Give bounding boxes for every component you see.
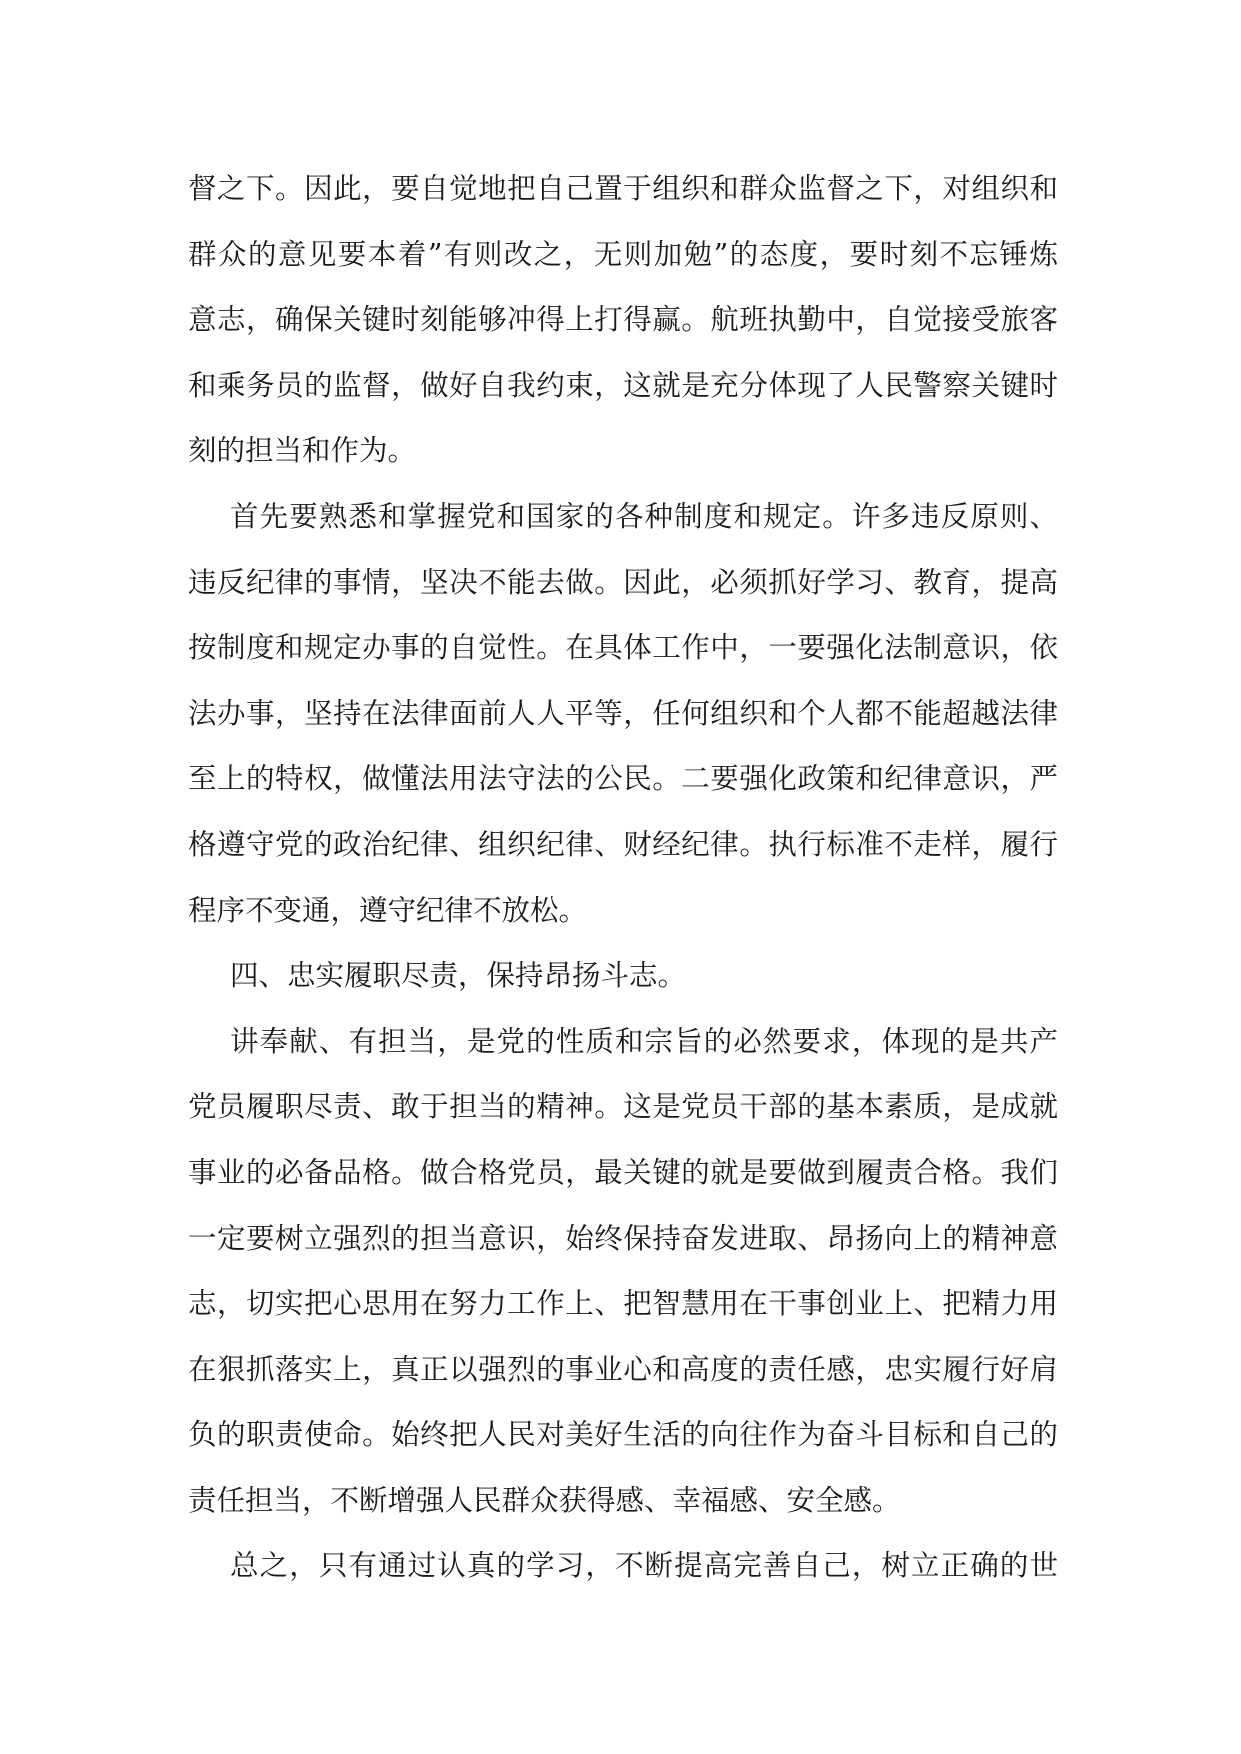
text-line: 一定要树立强烈的担当意识，始终保持奋发进取、昂扬向上的精神意 bbox=[188, 1221, 1058, 1255]
text-line: 在狠抓落实上，真正以强烈的事业心和高度的责任感，忠实履行好肩 bbox=[188, 1352, 1058, 1386]
text-line: 志，切实把心思用在努力工作上、把智慧用在干事创业上、把精力用 bbox=[188, 1287, 1058, 1321]
text-line: 事业的必备品格。做合格党员，最关键的就是要做到履责合格。我们 bbox=[188, 1155, 1058, 1189]
text-line: 违反纪律的事情，坚决不能去做。因此，必须抓好学习、教育，提高 bbox=[188, 565, 1058, 599]
text-line: 总之，只有通过认真的学习，不断提高完善自己，树立正确的世 bbox=[230, 1549, 1058, 1583]
text-line: 程序不变通，遵守纪律不放松。 bbox=[188, 893, 588, 927]
text-line: 刻的担当和作为。 bbox=[188, 434, 417, 468]
text-line: 党员履职尽责、敢于担当的精神。这是党员干部的基本素质，是成就 bbox=[188, 1090, 1058, 1124]
text-line: 按制度和规定办事的自觉性。在具体工作中，一要强化法制意识，依 bbox=[188, 631, 1058, 665]
text-line: 责任担当，不断增强人民群众获得感、幸福感、安全感。 bbox=[188, 1483, 901, 1517]
document-body bbox=[188, 156, 1058, 1599]
text-line: 意志，确保关键时刻能够冲得上打得赢。航班执勤中，自觉接受旅客 bbox=[188, 303, 1058, 337]
text-line: 负的职责使命。始终把人民对美好生活的向往作为奋斗目标和自己的 bbox=[188, 1418, 1058, 1452]
text-line: 讲奉献、有担当，是党的性质和宗旨的必然要求，体现的是共产 bbox=[230, 1024, 1058, 1058]
text-line: 首先要熟悉和掌握党和国家的各种制度和规定。许多违反原则、 bbox=[230, 499, 1058, 533]
text-line: 和乘务员的监督，做好自我约束，这就是充分体现了人民警察关键时 bbox=[188, 368, 1058, 402]
text-line: 格遵守党的政治纪律、组织纪律、财经纪律。执行标准不走样，履行 bbox=[188, 827, 1058, 861]
text-line: 至上的特权，做懂法用法守法的公民。二要强化政策和纪律意识，严 bbox=[188, 762, 1058, 796]
text-line: 群众的意见要本着”有则改之，无则加勉”的态度，要时刻不忘锤炼 bbox=[188, 237, 1058, 271]
text-line: 法办事，坚持在法律面前人人平等，任何组织和个人都不能超越法律 bbox=[188, 696, 1058, 730]
text-line: 四、忠实履职尽责，保持昂扬斗志。 bbox=[230, 959, 687, 993]
text-line: 督之下。因此，要自觉地把自己置于组织和群众监督之下，对组织和 bbox=[188, 172, 1058, 205]
